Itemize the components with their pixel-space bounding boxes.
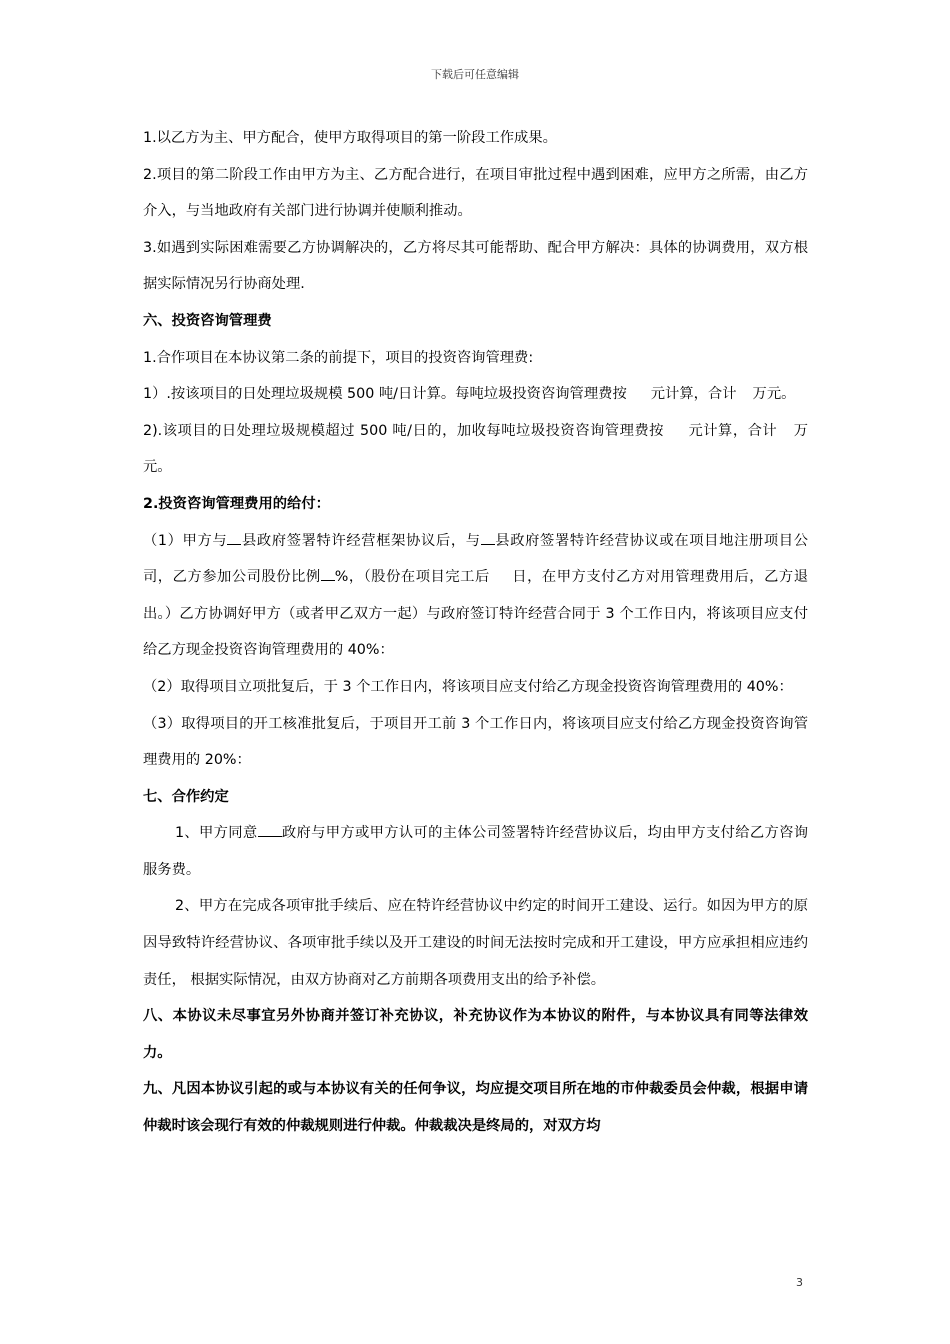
- section-heading-9: 九、凡因本协议引起的或与本协议有关的任何争议，均应提交项目所在地的市仲裁委员会仲裁，根据申请仲裁时该会现行有效的仲裁规则进行仲裁。仲裁裁决是终局的，对双方均: [143, 1081, 808, 1135]
- page-header: 下载后可任意编辑: [431, 68, 519, 81]
- document-body: [143, 120, 808, 1145]
- text: 万元。: [752, 386, 796, 403]
- text: 县政府签署特许经营协议或在项目地注册项目公司，乙方参加公司股份比例: [143, 532, 808, 586]
- paragraph: 3.如遇到实际困难需要乙方协调解决的，乙方将尽其可能帮助、配合甲方解决：具体的协调费用，双方根据实际情况另行协商处理.: [143, 239, 808, 293]
- paragraph: （2）取得项目立项批复后，于 3 个工作日内，将该项目应支付给乙方现金投资咨询管理费用的 40%：: [143, 678, 793, 695]
- text: 2).该项目的日处理垃圾规模超过 500 吨/日的，加收每吨垃圾投资咨询管理费按: [143, 422, 664, 439]
- paragraph: 1.以乙方为主、甲方配合，使甲方取得项目的第一阶段工作成果。: [143, 130, 557, 146]
- paragraph: [143, 376, 808, 413]
- section-heading-6: 六、投资咨询管理费: [143, 312, 272, 329]
- paragraph: [143, 815, 808, 888]
- text: 元计算，合计: [650, 386, 737, 403]
- paragraph: [143, 523, 808, 669]
- section-heading-8: 八、本协议未尽事宜另外协商并签订补充协议，补充协议作为本协议的附件，与本协议具有同等法律效力。: [143, 1008, 808, 1061]
- blank-underline: [321, 566, 335, 581]
- subsection-heading: 2.投资咨询管理费用的给付：: [143, 495, 330, 512]
- text: %，（股份在项目完工后: [334, 569, 490, 586]
- paragraph: （3）取得项目的开工核准批复后，于项目开工前 3 个工作日内，将该项目应支付给乙方现金投资咨询管理费用的 20%：: [143, 715, 808, 769]
- blank-underline: [481, 530, 495, 545]
- paragraph: 2、甲方在完成各项审批手续后、应在特许经营协议中约定的时间开工建设、运行。如因为甲方的原因导致特许经营协议、各项审批手续以及开工建设的时间无法按时完成和开工建设，甲方应承担相应违约责任， 根据实际情况，由双方协商对乙方前期各项费用支出的给予补偿。: [143, 898, 808, 988]
- text: 1、甲方同意: [175, 825, 258, 842]
- paragraph: 1.合作项目在本协议第二条的前提下，项目的投资咨询管理费:: [143, 349, 534, 366]
- text: （1）甲方与: [143, 532, 228, 549]
- blank-underline: [258, 822, 282, 837]
- page-number: 3: [796, 1276, 803, 1289]
- text: 县政府签署特许经营框架协议后，与: [241, 532, 481, 549]
- text: 1）.按该项目的日处理垃圾规模 500 吨/日计算。每吨垃圾投资咨询管理费按: [143, 386, 627, 403]
- text: 政府与甲方或甲方认可的主体公司签署特许经营协议后，均由甲方支付给乙方咨询服务费。: [143, 825, 808, 878]
- text: 日，在甲方支付乙方对用管理费用后，乙方退出。）乙方协调好甲方（或者甲乙双方一起）与政府签订特许经营合同于 3 个工作日内，将该项目应支付给乙方现金投资咨询管理费用的 40%：: [143, 569, 809, 659]
- paragraph: 2.项目的第二阶段工作由甲方为主、乙方配合进行，在项目审批过程中遇到困难，应甲方之所需，由乙方介入，与当地政府有关部门进行协调并使顺利推动。: [143, 166, 808, 220]
- blank-underline: [227, 530, 241, 545]
- paragraph: [143, 413, 808, 486]
- section-heading-7: 七、合作约定: [143, 788, 229, 805]
- text: 万元。: [143, 422, 808, 476]
- text: 元计算，合计: [687, 422, 778, 439]
